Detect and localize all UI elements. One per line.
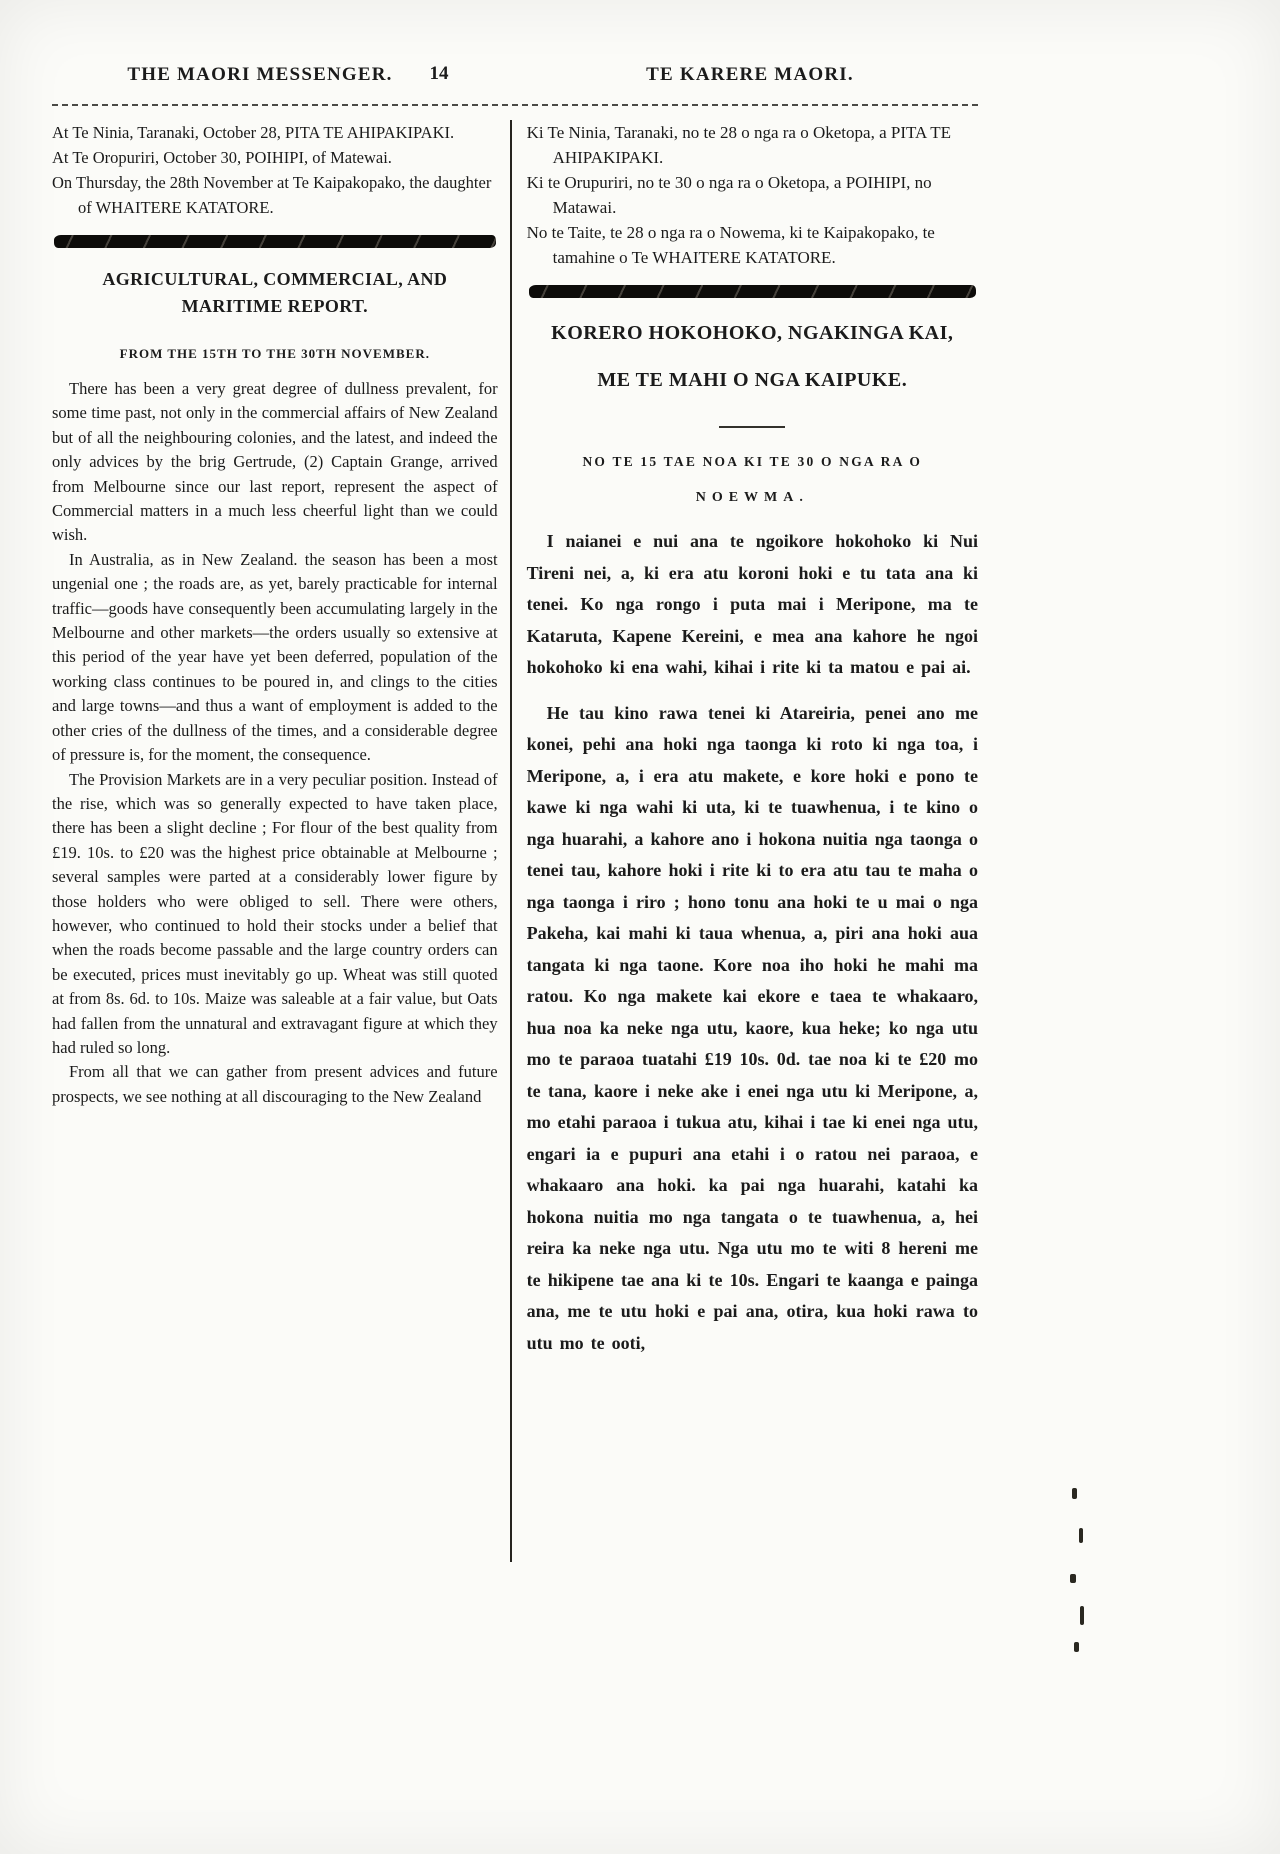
decorative-separator-bar bbox=[54, 235, 496, 248]
short-rule bbox=[719, 426, 785, 428]
notice: At Te Oropuriri, October 30, POIHIPI, of Matewai. bbox=[52, 148, 392, 167]
section-title-line: MARITIME REPORT. bbox=[181, 296, 369, 316]
section-subheading-maori-line2: NOEWMA. bbox=[695, 490, 809, 505]
notice: No te Taite, te 28 o nga ra o Nowema, ki te Kaipakopako, te tamahine o Te WHAITERE KATATORE. bbox=[526, 223, 935, 267]
body-paragraph: The Provision Markets are in a very peculiar position. Instead of the rise, which was so generally expected to have taken place, there has been a slight decline ; For flour of the best quality from £19. 10s. to £20 was the highest price obtainable at Melbourne ; several samples were parted at a considerably lower figure by those holders who were obliged to sell. There were others, however, who continued to hold their stocks under a belief that when the roads become passable and the large country orders can be executed, prices must inevitably go up. Wheat was still quoted at from 8s. 6d. to 10s. Maize was saleable at a fair value, but Oats had fallen from the unnatural and extravagant figure at which they had ruled so long. bbox=[52, 769, 498, 1057]
section-subheading-english: FROM THE 15TH TO THE 30TH NOVEMBER. bbox=[119, 346, 430, 361]
header-rule bbox=[52, 104, 978, 106]
scan-artifact bbox=[1074, 1642, 1079, 1652]
page-number: 14 bbox=[429, 63, 449, 84]
article-body-maori bbox=[527, 526, 978, 1359]
body-paragraph: In Australia, as in New Zealand. the season has been a most ungenial one ; the roads are, as yet, barely practicable for internal traffic—goods have consequently been accumulating largely in the Melbourne and other markets—the orders usually so extensive at this period of the year have yet been deferred, population of the working class continues to be poured in, and clings to the cities and large towns—and thus a want of employment is added to the other cries of the dullness of the times, and a considerable degree of pressure is, for the moment, the consequence. bbox=[52, 549, 498, 765]
section-subheading-maori: NO TE 15 TAE NOA KI TE 30 O NGA RA O bbox=[582, 454, 923, 469]
scan-artifact bbox=[1070, 1574, 1076, 1583]
notice: On Thursday, the 28th November at Te Kaipakopako, the daughter of WHAITERE KATATORE. bbox=[52, 173, 492, 217]
scan-artifact bbox=[1079, 1528, 1083, 1543]
scan-artifact bbox=[1072, 1488, 1077, 1499]
body-paragraph: There has been a very great degree of dullness prevalent, for some time past, not only in the commercial affairs of New Zealand but of all the neighbouring colonies, and the latest, and indeed the only advices by the brig Gertrude, (2) Captain Grange, arrived from Melbourne since our last report, represent the aspect of Commercial matters in a much less cheerful light than we could wish. bbox=[52, 379, 498, 545]
section-title-line: ME TE MAHI O NGA KAIPUKE. bbox=[597, 369, 908, 391]
masthead-maori: TE KARERE MAORI. bbox=[646, 64, 854, 85]
notice: Ki Te Ninia, Taranaki, no te 28 o nga ra o Oketopa, a PITA TE AHIPAKIPAKI. bbox=[526, 123, 952, 167]
section-title-english bbox=[52, 266, 498, 320]
section-title-line: KORERO HOKOHOKO, NGAKINGA KAI, bbox=[551, 322, 954, 344]
body-paragraph: He tau kino rawa tenei ki Atareiria, penei ano me konei, pehi ana hoki nga taonga ki roto ki nga toa, i Meripone, a, i era atu makete, e kore hoki e pono te kawe ki nga wahi ki uta, ki te tuawhenua, i te kino o nga huarahi, a kahore ano i hokona nuitia nga taonga o tenei tau, kahore hoki i rite ki to era atu tau te maha o nga taonga i riro ; hono tonu ana hoki te u mai o nga Pakeha, kai mahi ki taua whenua, a, piri ana hoki aua tangata ki nga taone. Kore noa iho hoki he mahi ma ratou. Ko nga makete kai ekore e taea te whakaaro, hua noa ka neke nga utu, kaore, kua heke; ko nga utu mo te paraoa tuatahi £19 10s. 0d. tae noa ki te £20 mo te tana, kaore i neke ake i enei nga utu ki Meripone, a, mo etahi paraoa i tukua atu, kihai i tae ki enei nga utu, engari ia e pupuri ana etahi i o ratou nei paraoa, e whakaaro ana hoki. ka pai nga huarahi, katahi ka hokona nuitia mo nga tangata o te tuawhenua, a, hei reira ka neke nga utu. Nga utu mo te witi 8 hereni me te hikipene tae ana ki te 10s. Engari te kaanga e painga ana, me te utu hoki e pai ana, otira, kua hoki rawa to utu mo te ooti, bbox=[526, 702, 978, 1353]
notice: At Te Ninia, Taranaki, October 28, PITA TE AHIPAKIPAKI. bbox=[52, 123, 455, 142]
article-body-english bbox=[52, 377, 498, 1109]
column-english bbox=[52, 120, 510, 1562]
body-paragraph: From all that we can gather from present advices and future prospects, we see nothing at all discouraging to the New Zealand bbox=[52, 1062, 498, 1106]
masthead-english: THE MAORI MESSENGER. bbox=[127, 64, 393, 85]
body-paragraph: I naianei e nui ana te ngoikore hokohoko ki Nui Tireni nei, a, ki era atu koroni hoki e tu tata ana ki tenei. Ko nga rongo i puta mai i Meripone, ma te Kataruta, Kapene Kereini, e mea ana kahore he ngoi hokohoko ki ena wahi, kihai i rite ki ta matou e pai ai. bbox=[526, 531, 978, 677]
section-title-maori bbox=[527, 310, 978, 404]
column-maori bbox=[512, 120, 978, 1562]
scan-artifact bbox=[1080, 1606, 1084, 1625]
columns bbox=[52, 120, 978, 1562]
section-title-line: AGRICULTURAL, COMMERCIAL, AND bbox=[102, 269, 448, 289]
decorative-separator-bar bbox=[529, 285, 976, 298]
notice: Ki te Orupuriri, no te 30 o nga ra o Oketopa, a POIHIPI, no Matawai. bbox=[526, 173, 932, 217]
